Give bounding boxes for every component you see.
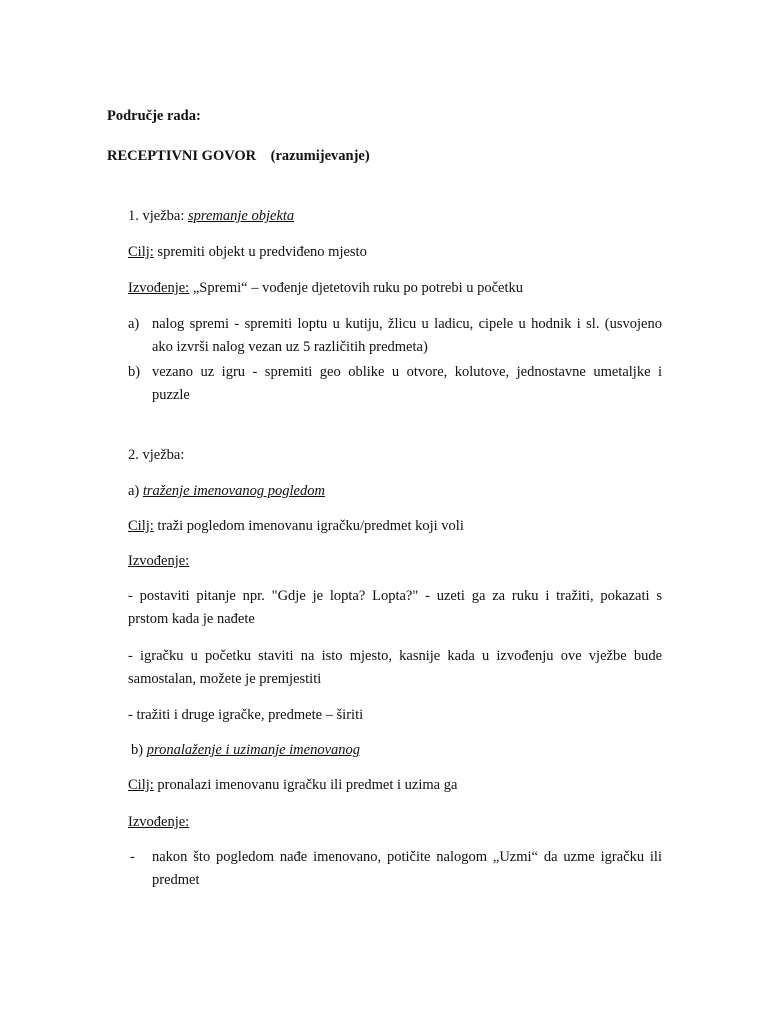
- exercise1-execution-text: „Spremi“ – vođenje djetetovih ruku po potrebi u početku: [192, 280, 524, 296]
- exercise1-item-b-marker: b): [128, 364, 141, 380]
- exercise2-heading: 2. vježba:: [128, 447, 185, 463]
- exercise2b-item-line2: predmet: [152, 872, 200, 888]
- exercise1-execution-label: Izvođenje:: [128, 280, 190, 296]
- exercise2a-execution-label: Izvođenje:: [128, 553, 190, 569]
- area-heading: [107, 147, 370, 165]
- exercise2a-goal-label: Cilj:: [128, 518, 154, 534]
- exercise2b-heading: [131, 741, 360, 759]
- exercise2a-paragraph2-line1: - igračku u početku staviti na isto mjesto, kasnije kada u izvođenju ove vježbe bude: [128, 648, 662, 664]
- exercise1-item-a-line2: ako izvrši nalog vezan uz 5 različitih predmeta): [152, 339, 428, 355]
- exercise2a-paragraph2-line2: samostalan, možete je premjestiti: [128, 671, 322, 687]
- exercise1-goal: [128, 243, 367, 261]
- exercise1-item-a-marker: a): [128, 316, 140, 332]
- exercise2a-paragraph1-line1: - postaviti pitanje npr. "Gdje je lopta? Lopta?" - uzeti ga za ruku i tražiti, pokazati s: [128, 588, 662, 604]
- area-subtitle: (razumijevanje): [270, 148, 370, 164]
- exercise1-execution: [128, 279, 523, 297]
- exercise2a-goal: [128, 517, 464, 535]
- exercise1-item-b-line1: vezano uz igru - spremiti geo oblike u otvore, kolutove, jednostavne umetaljke i: [152, 364, 662, 380]
- exercise2b-prefix: b): [131, 742, 144, 758]
- exercise2a-prefix: a): [128, 483, 140, 499]
- area-label: Područje rada:: [107, 108, 201, 124]
- exercise2b-item-marker: -: [130, 849, 135, 865]
- exercise1-title: spremanje objekta: [188, 208, 295, 224]
- exercise2b-goal: [128, 776, 457, 794]
- exercise1-goal-label: Cilj:: [128, 244, 154, 260]
- exercise1-prefix: 1. vježba:: [128, 208, 185, 224]
- exercise2b-execution-label: Izvođenje:: [128, 814, 190, 830]
- exercise2b-goal-label: Cilj:: [128, 777, 154, 793]
- area-title: RECEPTIVNI GOVOR: [107, 148, 257, 164]
- exercise2a-goal-text: traži pogledom imenovanu igračku/predmet koji voli: [157, 518, 464, 534]
- exercise2b-title: pronalaženje i uzimanje imenovanog: [146, 742, 361, 758]
- exercise1-goal-text: spremiti objekt u predviđeno mjesto: [157, 244, 367, 260]
- exercise2b-goal-text: pronalazi imenovanu igračku ili predmet i uzima ga: [157, 777, 458, 793]
- exercise2a-title: traženje imenovanog pogledom: [142, 483, 325, 499]
- exercise1-item-a-line1: nalog spremi - spremiti loptu u kutiju, žlicu u ladicu, cipele u hodnik i sl. (usvojeno: [152, 316, 662, 332]
- exercise2a-extra: - tražiti i druge igračke, predmete – širiti: [128, 707, 364, 723]
- exercise2b-item-line1: nakon što pogledom nađe imenovano, potičite nalogom „Uzmi“ da uzme igračku ili: [152, 849, 662, 865]
- exercise2a-paragraph1-line2: prstom kada je nađete: [128, 611, 255, 627]
- exercise1-heading: [128, 207, 294, 225]
- exercise2a-heading: [128, 482, 325, 500]
- exercise1-item-b-line2: puzzle: [152, 387, 190, 403]
